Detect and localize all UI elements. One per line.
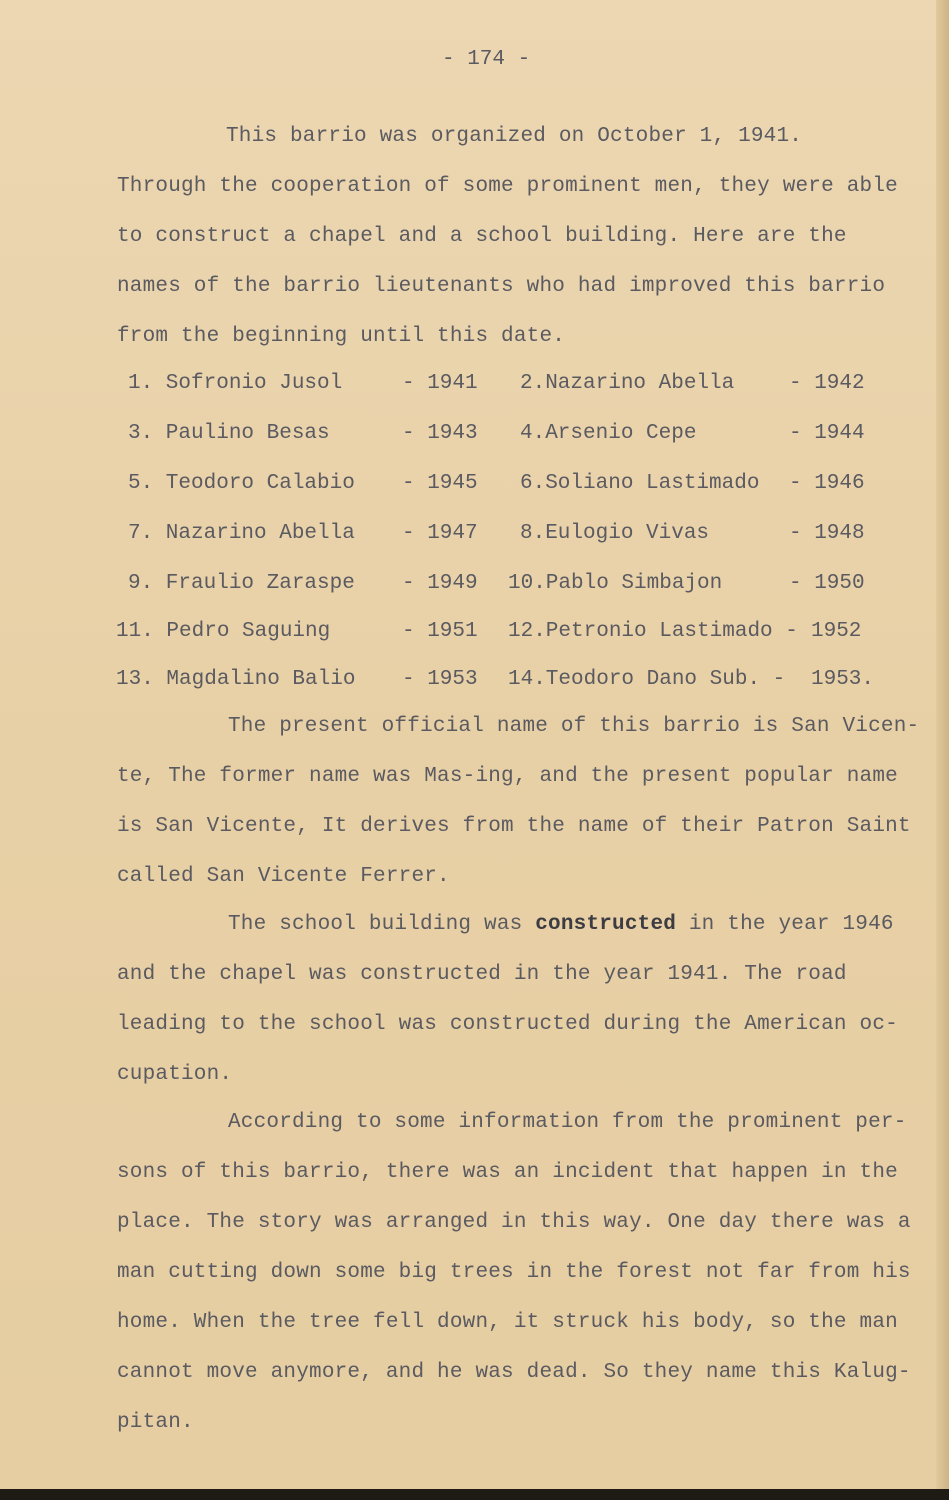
story-line: man cutting down some big trees in the forest not far from his: [117, 1261, 911, 1284]
name-line: called San Vicente Ferrer.: [117, 865, 450, 888]
lieutenant-name: 4.Arsenio Cepe: [520, 422, 697, 445]
lieutenant-year: - 1942: [789, 372, 865, 395]
lieutenant-year: - 1943: [402, 422, 478, 445]
lieutenant-year: - 1941: [402, 372, 478, 395]
school-line: and the chapel was constructed in the year 1941. The road: [117, 963, 847, 986]
lieutenant-year: - 1950: [789, 572, 865, 595]
intro-line: to construct a chapel and a school building. Here are the: [117, 225, 847, 248]
lieutenant-year: - 1948: [789, 522, 865, 545]
lieutenant-year: - 1946: [789, 472, 865, 495]
lieutenant-year: - 1945: [402, 472, 478, 495]
story-line: place. The story was arranged in this way. One day there was a: [117, 1211, 911, 1234]
school-line: [228, 914, 894, 935]
story-line: cannot move anymore, and he was dead. So they name this Kalug-: [117, 1361, 911, 1384]
lieutenant-row: [0, 572, 949, 598]
lieutenant-name: 9. Fraulio Zaraspe: [128, 572, 355, 595]
lieutenant-year: - 1953: [402, 668, 478, 691]
lieutenant-row: [0, 620, 949, 646]
intro-line: names of the barrio lieutenants who had improved this barrio: [117, 275, 886, 298]
lieutenant-row: [0, 668, 949, 694]
lieutenant-year: 1952: [811, 620, 862, 643]
lieutenant-year: - 1947: [402, 522, 478, 545]
school-bold-word: constructed: [535, 913, 677, 936]
lieutenant-row: [0, 422, 949, 448]
lieutenant-name: 11. Pedro Saguing: [116, 620, 331, 643]
story-line: sons of this barrio, there was an incident that happen in the: [117, 1161, 898, 1184]
page-number: - 174 -: [442, 48, 531, 71]
name-line: The present official name of this barrio is San Vicen-: [228, 715, 920, 738]
story-line: According to some information from the prominent per-: [228, 1111, 907, 1134]
page-bottom-border: [0, 1489, 949, 1500]
lieutenant-year: 1953.: [811, 668, 875, 691]
intro-line: This barrio was organized on October 1, 1941.: [226, 125, 803, 148]
school-line: leading to the school was constructed during the American oc-: [117, 1013, 898, 1036]
lieutenant-name: 2.Nazarino Abella: [520, 372, 735, 395]
page-edge-shadow: [936, 0, 949, 1500]
lieutenant-name: 13. Magdalino Balio: [116, 668, 356, 691]
lieutenant-name: 12.Petronio Lastimado -: [508, 620, 798, 643]
lieutenant-name: 3. Paulino Besas: [128, 422, 330, 445]
name-line: te, The former name was Mas-ing, and the present popular name: [117, 765, 898, 788]
lieutenant-row: [0, 372, 949, 398]
lieutenant-name: 6.Soliano Lastimado: [520, 472, 760, 495]
lieutenant-year: - 1944: [789, 422, 865, 445]
lieutenant-name: 7. Nazarino Abella: [128, 522, 355, 545]
school-line: cupation.: [117, 1063, 233, 1086]
lieutenant-name: 1. Sofronio Jusol: [128, 372, 343, 395]
lieutenant-row: [0, 522, 949, 548]
school-text: in the year 1946: [676, 913, 894, 936]
lieutenant-year: - 1949: [402, 572, 478, 595]
story-line: home. When the tree fell down, it struck his body, so the man: [117, 1311, 898, 1334]
lieutenant-name: 8.Eulogio Vivas: [520, 522, 710, 545]
intro-line: Through the cooperation of some prominent men, they were able: [117, 175, 898, 198]
name-line: is San Vicente, It derives from the name of their Patron Saint: [117, 815, 911, 838]
lieutenant-name: 14.Teodoro Dano Sub. -: [508, 668, 786, 691]
lieutenant-row: [0, 472, 949, 498]
lieutenant-name: 10.Pablo Simbajon: [508, 572, 723, 595]
lieutenant-name: 5. Teodoro Calabio: [128, 472, 355, 495]
intro-line: from the beginning until this date.: [117, 325, 566, 348]
school-text: The school building was: [228, 913, 536, 936]
lieutenant-year: - 1951: [402, 620, 478, 643]
story-line: pitan.: [117, 1411, 194, 1434]
